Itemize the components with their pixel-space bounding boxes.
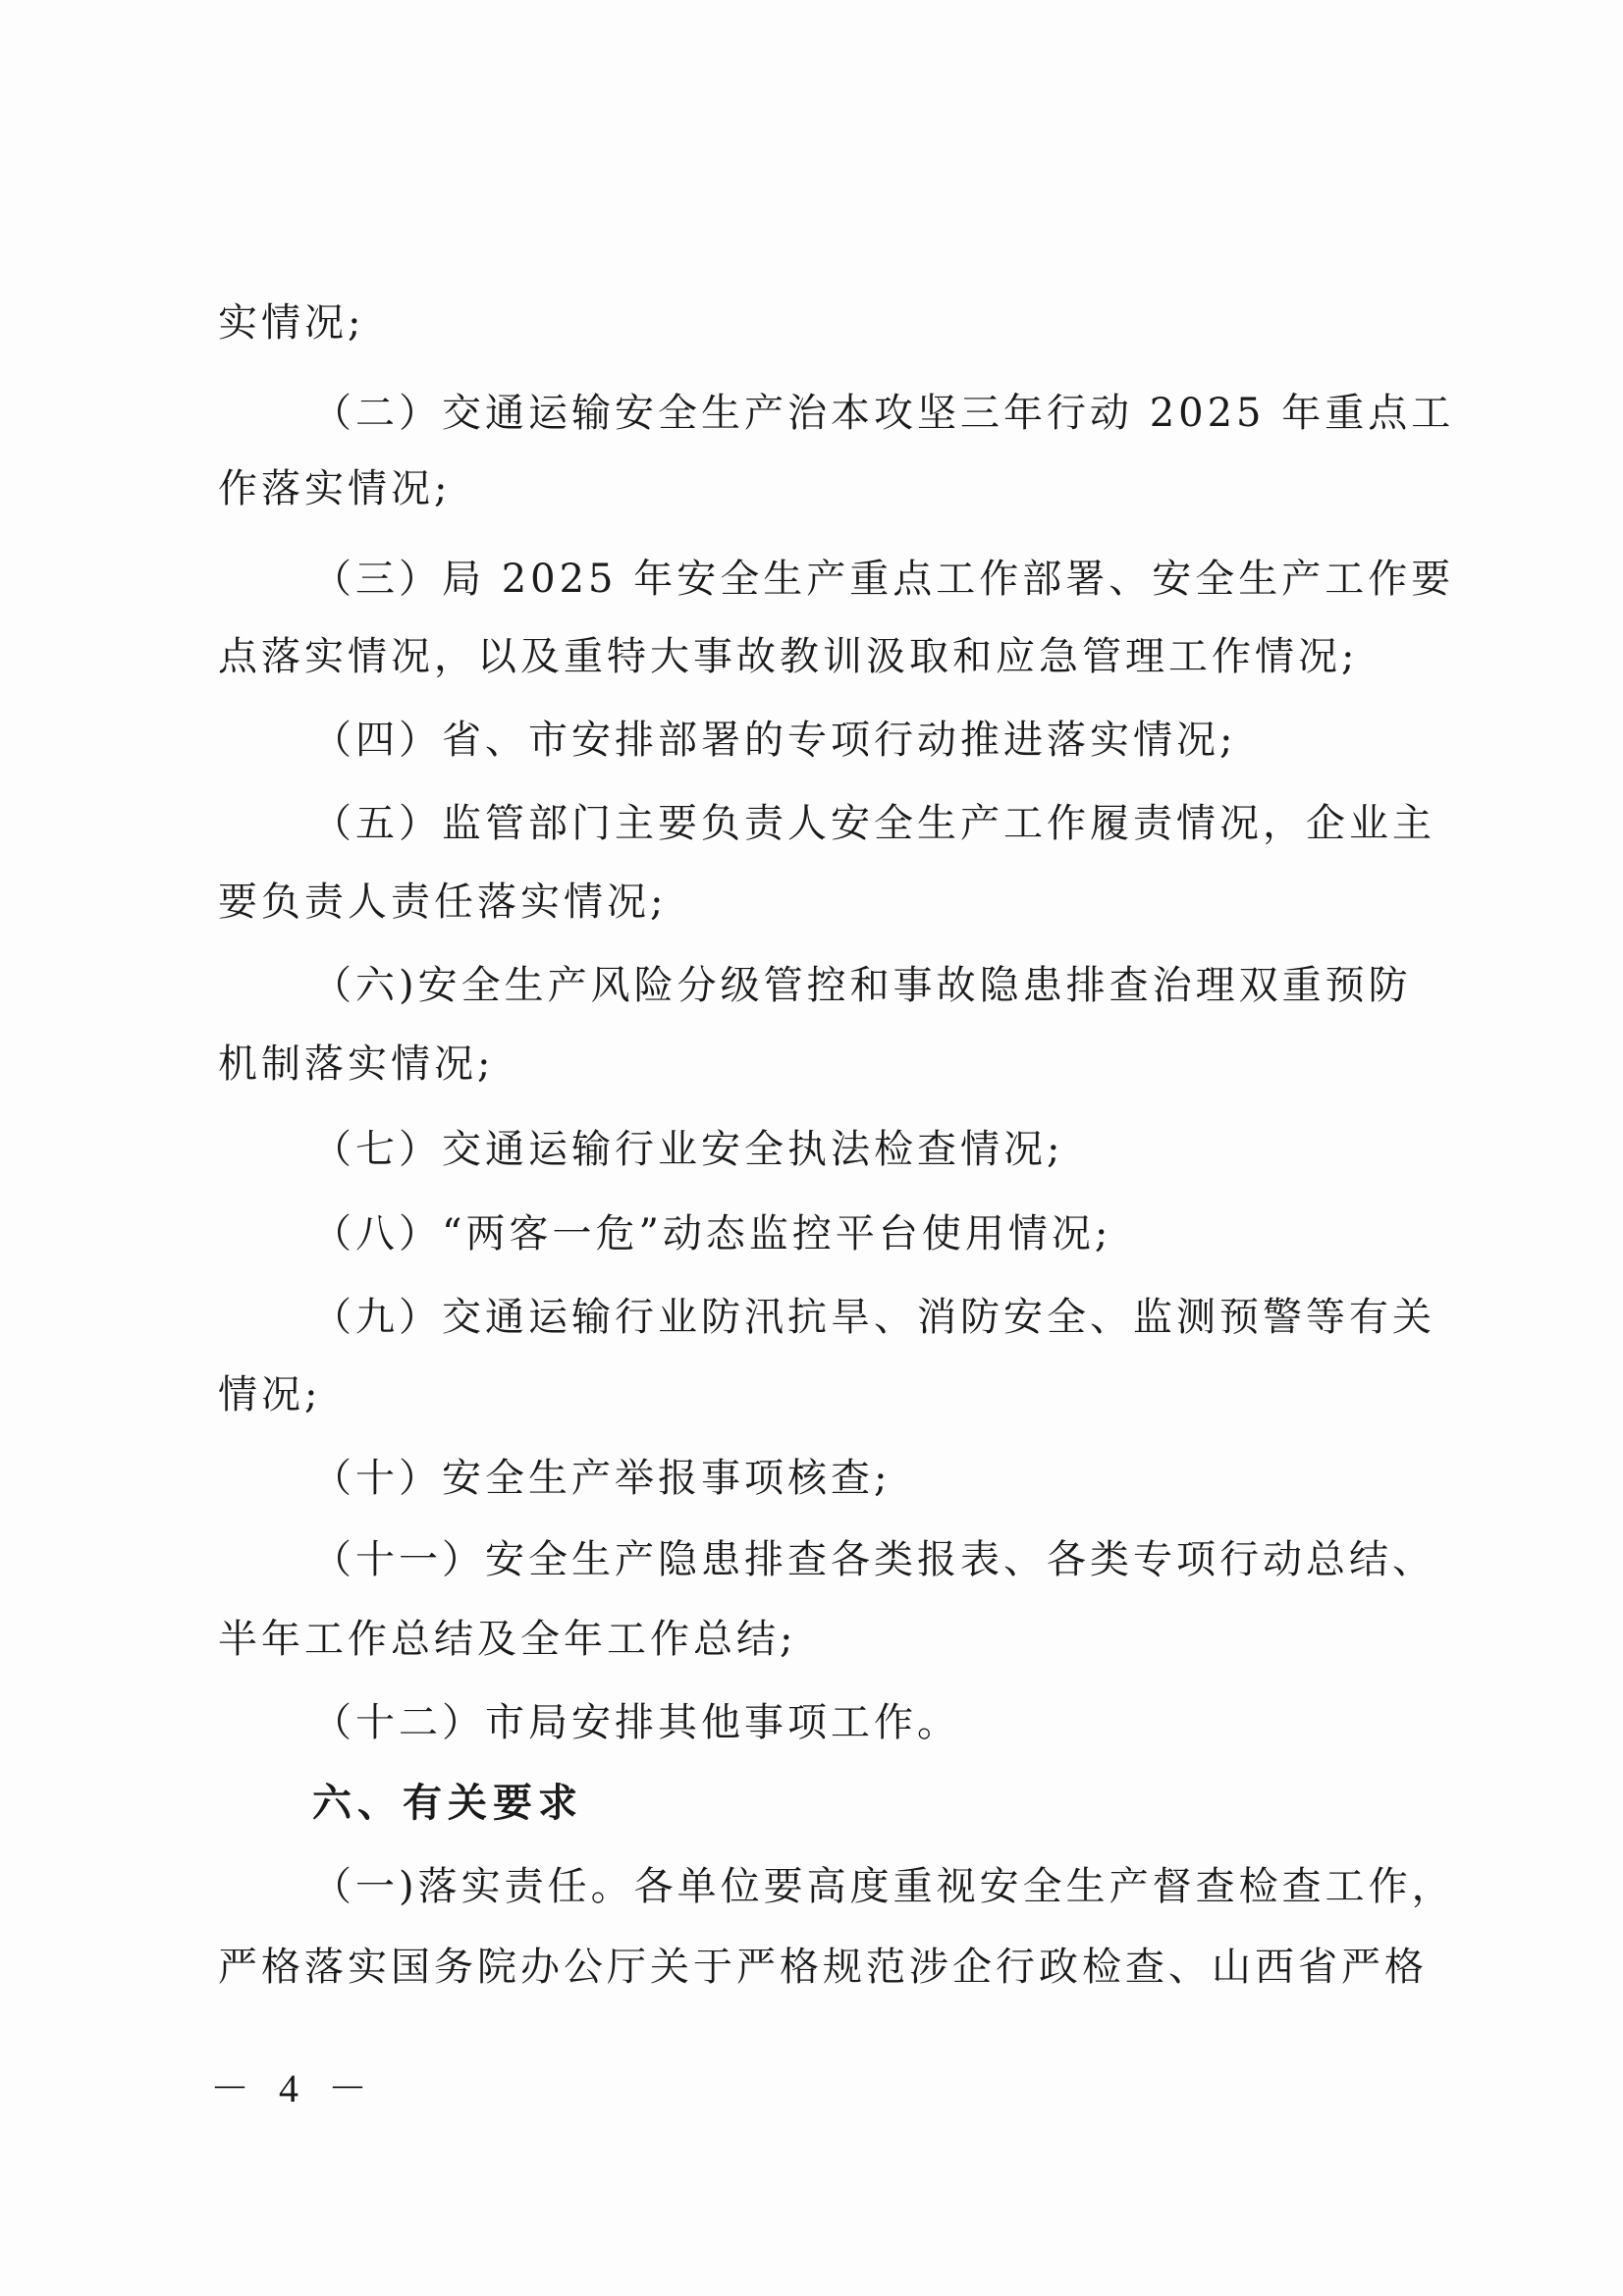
text-line: 点落实情况，以及重特大事故教训汲取和应急管理工作情况; <box>218 634 1359 679</box>
text-line: 半年工作总结及全年工作总结; <box>218 1617 797 1662</box>
text-line: （八）“两客一危”动态监控平台使用情况; <box>312 1211 1112 1256</box>
text-line: （十一）安全生产隐患排查各类报表、各类专项行动总结、 <box>312 1537 1435 1582</box>
text-line: 作落实情况; <box>218 466 452 511</box>
text-line: （四）省、市安排部署的专项行动推进落实情况; <box>312 718 1237 763</box>
text-line: （九）交通运输行业防汛抗旱、消防安全、监测预警等有关 <box>312 1295 1435 1340</box>
text-line: （三）局 2025 年安全生产重点工作部署、安全生产工作要 <box>312 557 1455 602</box>
text-line: （一)落实责任。各单位要高度重视安全生产督查检查工作， <box>312 1864 1455 1909</box>
text-line: （七）交通运输行业安全执法检查情况; <box>312 1127 1064 1172</box>
text-line: 情况; <box>218 1372 322 1417</box>
text-line: （十二）市局安排其他事项工作。 <box>312 1700 960 1745</box>
text-line: 严格落实国务院办公厅关于严格规范涉企行政检查、山西省严格 <box>218 1945 1428 1990</box>
text-line: （五）监管部门主要负责人安全生产工作履责情况，企业主 <box>312 801 1435 846</box>
text-line: 实情况; <box>218 300 365 346</box>
text-line: （十）安全生产举报事项核查; <box>312 1456 892 1501</box>
text-line: 机制落实情况; <box>218 1041 495 1087</box>
text-line: （六)安全生产风险分级管控和事故隐患排查治理双重预防 <box>312 963 1412 1008</box>
section-heading: 六、有关要求 <box>312 1781 583 1826</box>
text-line: （二）交通运输安全生产治本攻坚三年行动 2025 年重点工 <box>312 391 1455 436</box>
text-line: 要负责人责任落实情况; <box>218 880 668 925</box>
page-number: － 4 － <box>210 2066 377 2110</box>
